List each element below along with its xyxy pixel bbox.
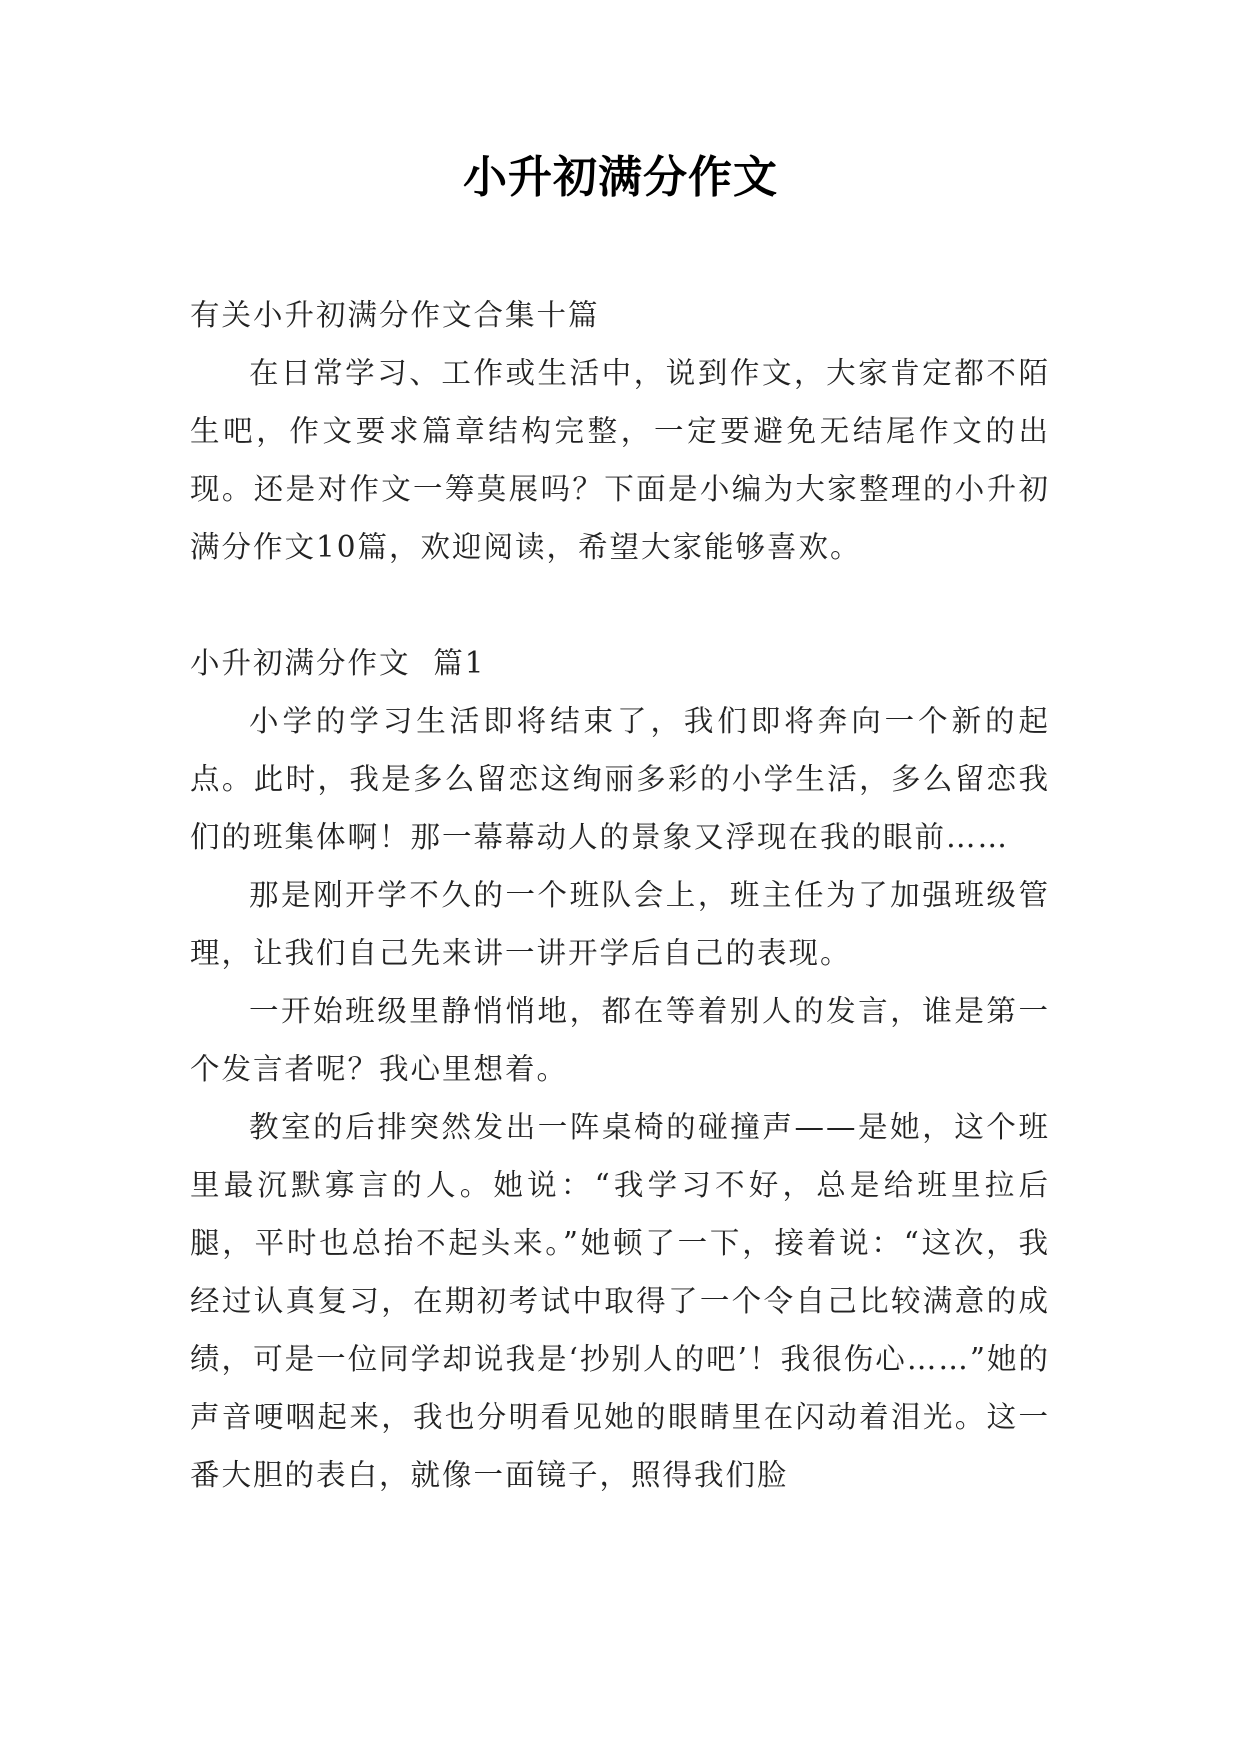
body-paragraph: 教室的后排突然发出一阵桌椅的碰撞声——是她，这个班里最沉默寡言的人。她说：“我学习不好，总是给班里拉后腿，平时也总抬不起头来。”她顿了一下，接着说：“这次，我经过认真复习，在期初考试中取得了一个令自己比较满意的成绩，可是一位同学却说我是‘抄别人的吧’！我很伤心……”她的声音哽咽起来，我也分明看见她的眼睛里在闪动着泪光。这一番大胆的表白，就像一面镜子，照得我们脸 — [190, 1110, 1050, 1492]
body-paragraph: 小学的学习生活即将结束了，我们即将奔向一个新的起点。此时，我是多么留恋这绚丽多彩的小学生活，多么留恋我们的班集体啊！那一幕幕动人的景象又浮现在我的眼前…… — [190, 704, 1050, 854]
document-body — [190, 286, 1050, 1504]
body-paragraph: 那是刚开学不久的一个班队会上，班主任为了加强班级管理，让我们自己先来讲一讲开学后自己的表现。 — [190, 878, 1050, 970]
section-gap — [190, 576, 1050, 634]
body-paragraph: 一开始班级里静悄悄地，都在等着别人的发言，谁是第一个发言者呢？我心里想着。 — [190, 994, 1050, 1086]
document-title: 小升初满分作文 — [463, 152, 778, 203]
intro-paragraph: 在日常学习、工作或生活中，说到作文，大家肯定都不陌生吧，作文要求篇章结构完整，一定要避免无结尾作文的出现。还是对作文一筹莫展吗？下面是小编为大家整理的小升初满分作文10篇，欢迎阅读，希望大家能够喜欢。 — [190, 356, 1050, 564]
section-heading: 小升初满分作文 篇1 — [190, 646, 486, 680]
document-subtitle: 有关小升初满分作文合集十篇 — [190, 298, 600, 332]
